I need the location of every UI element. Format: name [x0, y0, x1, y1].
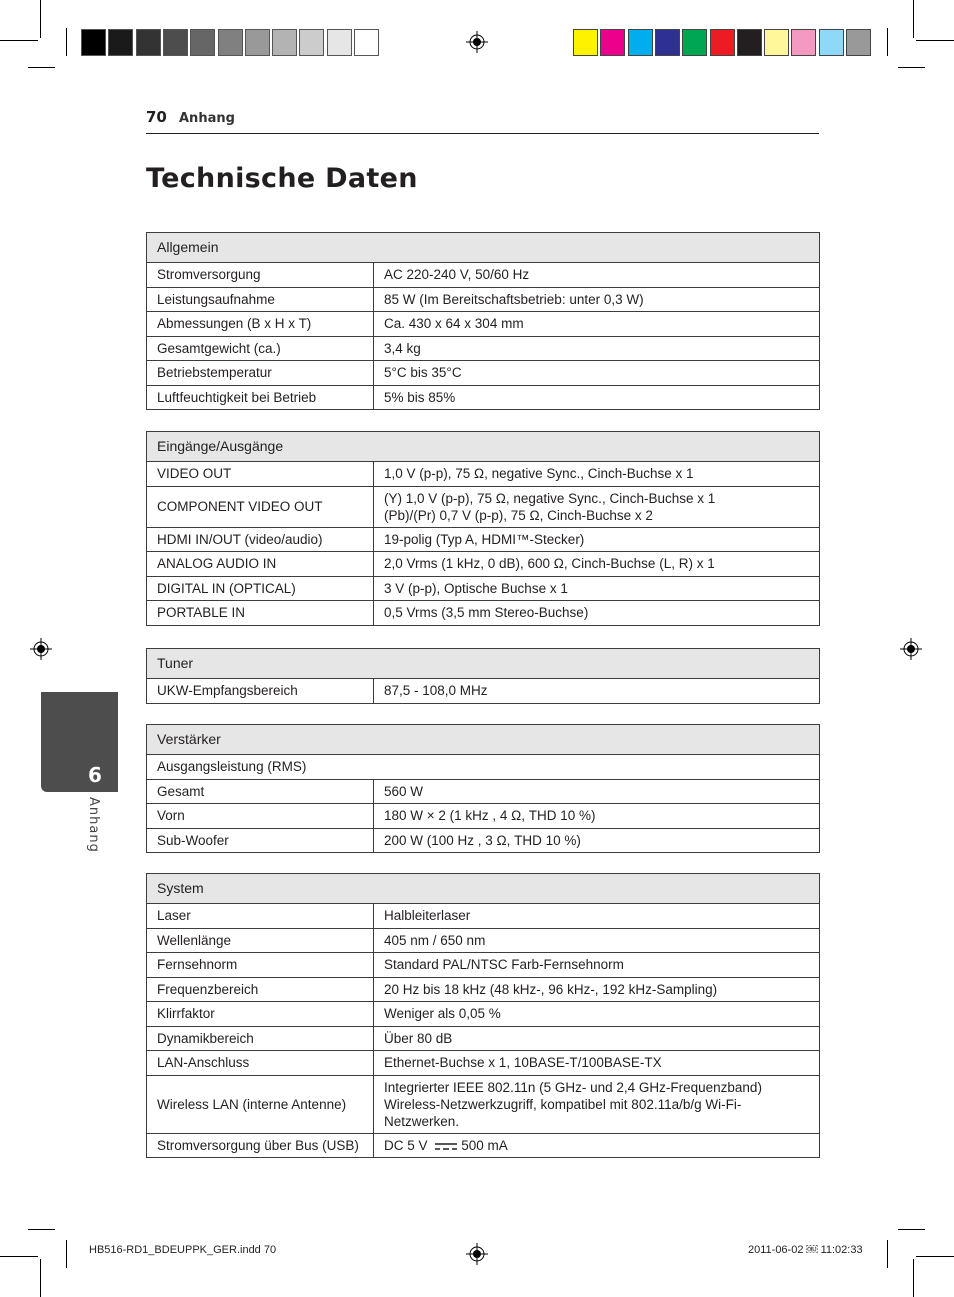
dc-symbol-icon: [434, 1141, 458, 1151]
spec-value: [374, 486, 820, 527]
spec-label: Luftfeuchtigkeit bei Betrieb: [147, 385, 374, 410]
spec-table-tuner: [146, 648, 820, 704]
spec-value: Über 80 dB: [374, 1026, 820, 1051]
table-row: [147, 336, 820, 361]
crop-mark: [898, 67, 925, 68]
crop-mark: [0, 1256, 38, 1257]
spec-value-line: Integrierter IEEE 802.11n (5 GHz- und 2,4 GHz-Frequenzband): [384, 1079, 762, 1095]
spec-label: Stromversorgung: [147, 263, 374, 288]
page-title: Technische Daten: [146, 163, 418, 194]
table-row: [147, 486, 820, 527]
color-swatch: [190, 29, 215, 56]
color-swatch: [245, 29, 270, 56]
chapter-number: 6: [88, 763, 102, 787]
registration-mark-icon: [30, 638, 52, 660]
spec-value: 2,0 Vrms (1 kHz, 0 dB), 600 Ω, Cinch-Buchse (L, R) x 1: [374, 552, 820, 577]
spec-value: 560 W: [374, 779, 820, 804]
table-row: [147, 527, 820, 552]
table-row: [147, 1002, 820, 1027]
table-row: [147, 977, 820, 1002]
crop-mark: [887, 28, 888, 56]
crop-mark: [40, 1259, 41, 1297]
color-swatch: [764, 29, 789, 56]
crop-mark: [898, 1229, 925, 1230]
spec-label: Leistungsaufnahme: [147, 287, 374, 312]
table-row: [147, 904, 820, 929]
spec-value-line: (Y) 1,0 V (p-p), 75 Ω, negative Sync., Cinch-Buchse x 1: [384, 490, 716, 506]
color-swatch: [682, 29, 707, 56]
spec-label: ANALOG AUDIO IN: [147, 552, 374, 577]
spec-label: Betriebstemperatur: [147, 361, 374, 386]
crop-mark: [916, 1256, 954, 1257]
spec-value: 1,0 V (p-p), 75 Ω, negative Sync., Cinch-Buchse x 1: [374, 462, 820, 487]
spec-value: 5°C bis 35°C: [374, 361, 820, 386]
header-divider: [146, 133, 819, 134]
spec-label: Klirrfaktor: [147, 1002, 374, 1027]
spec-value: [374, 1133, 820, 1158]
spec-label: Wireless LAN (interne Antenne): [147, 1075, 374, 1133]
spec-label: Sub-Woofer: [147, 828, 374, 853]
spec-label: Gesamt: [147, 779, 374, 804]
spec-label: Dynamikbereich: [147, 1026, 374, 1051]
color-swatch: [299, 29, 324, 56]
spec-table-amplifier: [146, 724, 820, 853]
table-heading: Tuner: [147, 649, 820, 679]
table-row: [147, 1075, 820, 1133]
color-swatch: [327, 29, 352, 56]
color-swatch: [628, 29, 653, 56]
table-row: [147, 552, 820, 577]
table-row: [147, 576, 820, 601]
color-swatch: [791, 29, 816, 56]
spec-subheading: Ausgangsleistung (RMS): [147, 755, 820, 780]
spec-label: Stromversorgung über Bus (USB): [147, 1133, 374, 1158]
spec-value: 200 W (100 Hz , 3 Ω, THD 10 %): [374, 828, 820, 853]
spec-value: AC 220-240 V, 50/60 Hz: [374, 263, 820, 288]
crop-mark: [887, 1240, 888, 1268]
section-title: Anhang: [179, 111, 235, 126]
spec-label: Frequenzbereich: [147, 977, 374, 1002]
table-row: [147, 953, 820, 978]
spec-value: 85 W (Im Bereitschaftsbetrieb: unter 0,3 W): [374, 287, 820, 312]
spec-value: 5% bis 85%: [374, 385, 820, 410]
color-swatch: [600, 29, 625, 56]
spec-value: Weniger als 0,05 %: [374, 1002, 820, 1027]
table-row: [147, 928, 820, 953]
spec-label: Laser: [147, 904, 374, 929]
crop-mark: [916, 40, 954, 41]
spec-value: Ca. 430 x 64 x 304 mm: [374, 312, 820, 337]
spec-value: 20 Hz bis 18 kHz (48 kHz-, 96 kHz-, 192 kHz-Sampling): [374, 977, 820, 1002]
crop-mark: [40, 0, 41, 38]
spec-label: UKW-Empfangsbereich: [147, 679, 374, 704]
color-swatch: [81, 29, 106, 56]
color-swatch: [573, 29, 598, 56]
crop-mark: [66, 28, 67, 56]
table-row: [147, 1051, 820, 1076]
footer-timestamp: 2011-06-02 ￼ 11:02:33: [748, 1244, 863, 1256]
spec-label: Abmessungen (B x H x T): [147, 312, 374, 337]
page-number: 70: [146, 108, 167, 126]
color-swatch: [354, 29, 379, 56]
spec-label: COMPONENT VIDEO OUT: [147, 486, 374, 527]
crop-mark: [913, 0, 914, 38]
crop-mark: [28, 1229, 55, 1230]
table-row: [147, 804, 820, 829]
table-row: [147, 1026, 820, 1051]
crop-mark: [66, 1240, 67, 1268]
spec-label: HDMI IN/OUT (video/audio): [147, 527, 374, 552]
spec-label: Fernsehnorm: [147, 953, 374, 978]
table-row: [147, 601, 820, 626]
spec-table-system: [146, 873, 820, 1158]
table-heading: Eingänge/Ausgänge: [147, 432, 820, 462]
spec-label: VIDEO OUT: [147, 462, 374, 487]
table-row: [147, 1133, 820, 1158]
spec-value: Standard PAL/NTSC Farb-Fernsehnorm: [374, 953, 820, 978]
spec-value: 19-polig (Typ A, HDMI™-Stecker): [374, 527, 820, 552]
spec-value: 180 W × 2 (1 kHz , 4 Ω, THD 10 %): [374, 804, 820, 829]
table-heading: Allgemein: [147, 233, 820, 263]
color-swatch: [846, 29, 871, 56]
crop-mark: [28, 67, 55, 68]
footer-file-name: HB516-RD1_BDEUPPK_GER.indd 70: [89, 1244, 277, 1256]
color-swatch: [737, 29, 762, 56]
spec-value: Halbleiterlaser: [374, 904, 820, 929]
color-swatch: [108, 29, 133, 56]
spec-value: 87,5 - 108,0 MHz: [374, 679, 820, 704]
spec-value-line: Wireless-Netzwerkzugriff, kompatibel mit 802.11a/b/g Wi-Fi-: [384, 1096, 742, 1112]
spec-label: Vorn: [147, 804, 374, 829]
registration-mark-icon: [900, 638, 922, 660]
spec-label: Gesamtgewicht (ca.): [147, 336, 374, 361]
chapter-label: Anhang: [86, 797, 101, 853]
spec-label: PORTABLE IN: [147, 601, 374, 626]
spec-value: 3,4 kg: [374, 336, 820, 361]
spec-table-general: [146, 232, 820, 410]
spec-value-part: DC 5 V: [384, 1137, 428, 1153]
spec-table-io: [146, 431, 820, 626]
table-row: [147, 385, 820, 410]
registration-mark-icon: [466, 31, 488, 53]
table-row: [147, 679, 820, 704]
color-swatch: [655, 29, 680, 56]
chapter-tab: [41, 692, 118, 792]
table-row: [147, 287, 820, 312]
color-swatch: [272, 29, 297, 56]
crop-mark: [913, 1259, 914, 1297]
table-heading: Verstärker: [147, 725, 820, 755]
table-row: [147, 462, 820, 487]
color-swatch: [218, 29, 243, 56]
table-row: [147, 361, 820, 386]
table-heading: System: [147, 874, 820, 904]
color-swatch: [819, 29, 844, 56]
spec-value-line: Netzwerken.: [384, 1113, 460, 1129]
table-row: [147, 828, 820, 853]
spec-value-line: (Pb)/(Pr) 0,7 V (p-p), 75 Ω, Cinch-Buchse x 2: [384, 507, 653, 523]
spec-value: Ethernet-Buchse x 1, 10BASE-T/100BASE-TX: [374, 1051, 820, 1076]
table-row: [147, 263, 820, 288]
registration-mark-icon: [466, 1243, 488, 1265]
table-row: [147, 312, 820, 337]
table-row: [147, 755, 820, 780]
spec-value: 3 V (p-p), Optische Buchse x 1: [374, 576, 820, 601]
spec-value: [374, 1075, 820, 1133]
table-row: [147, 779, 820, 804]
spec-label: DIGITAL IN (OPTICAL): [147, 576, 374, 601]
spec-value-part: 500 mA: [461, 1137, 508, 1153]
spec-value: 0,5 Vrms (3,5 mm Stereo-Buchse): [374, 601, 820, 626]
color-swatch: [136, 29, 161, 56]
spec-label: Wellenlänge: [147, 928, 374, 953]
crop-mark: [0, 40, 38, 41]
spec-value: 405 nm / 650 nm: [374, 928, 820, 953]
color-swatch: [163, 29, 188, 56]
spec-label: LAN-Anschluss: [147, 1051, 374, 1076]
color-swatch: [710, 29, 735, 56]
